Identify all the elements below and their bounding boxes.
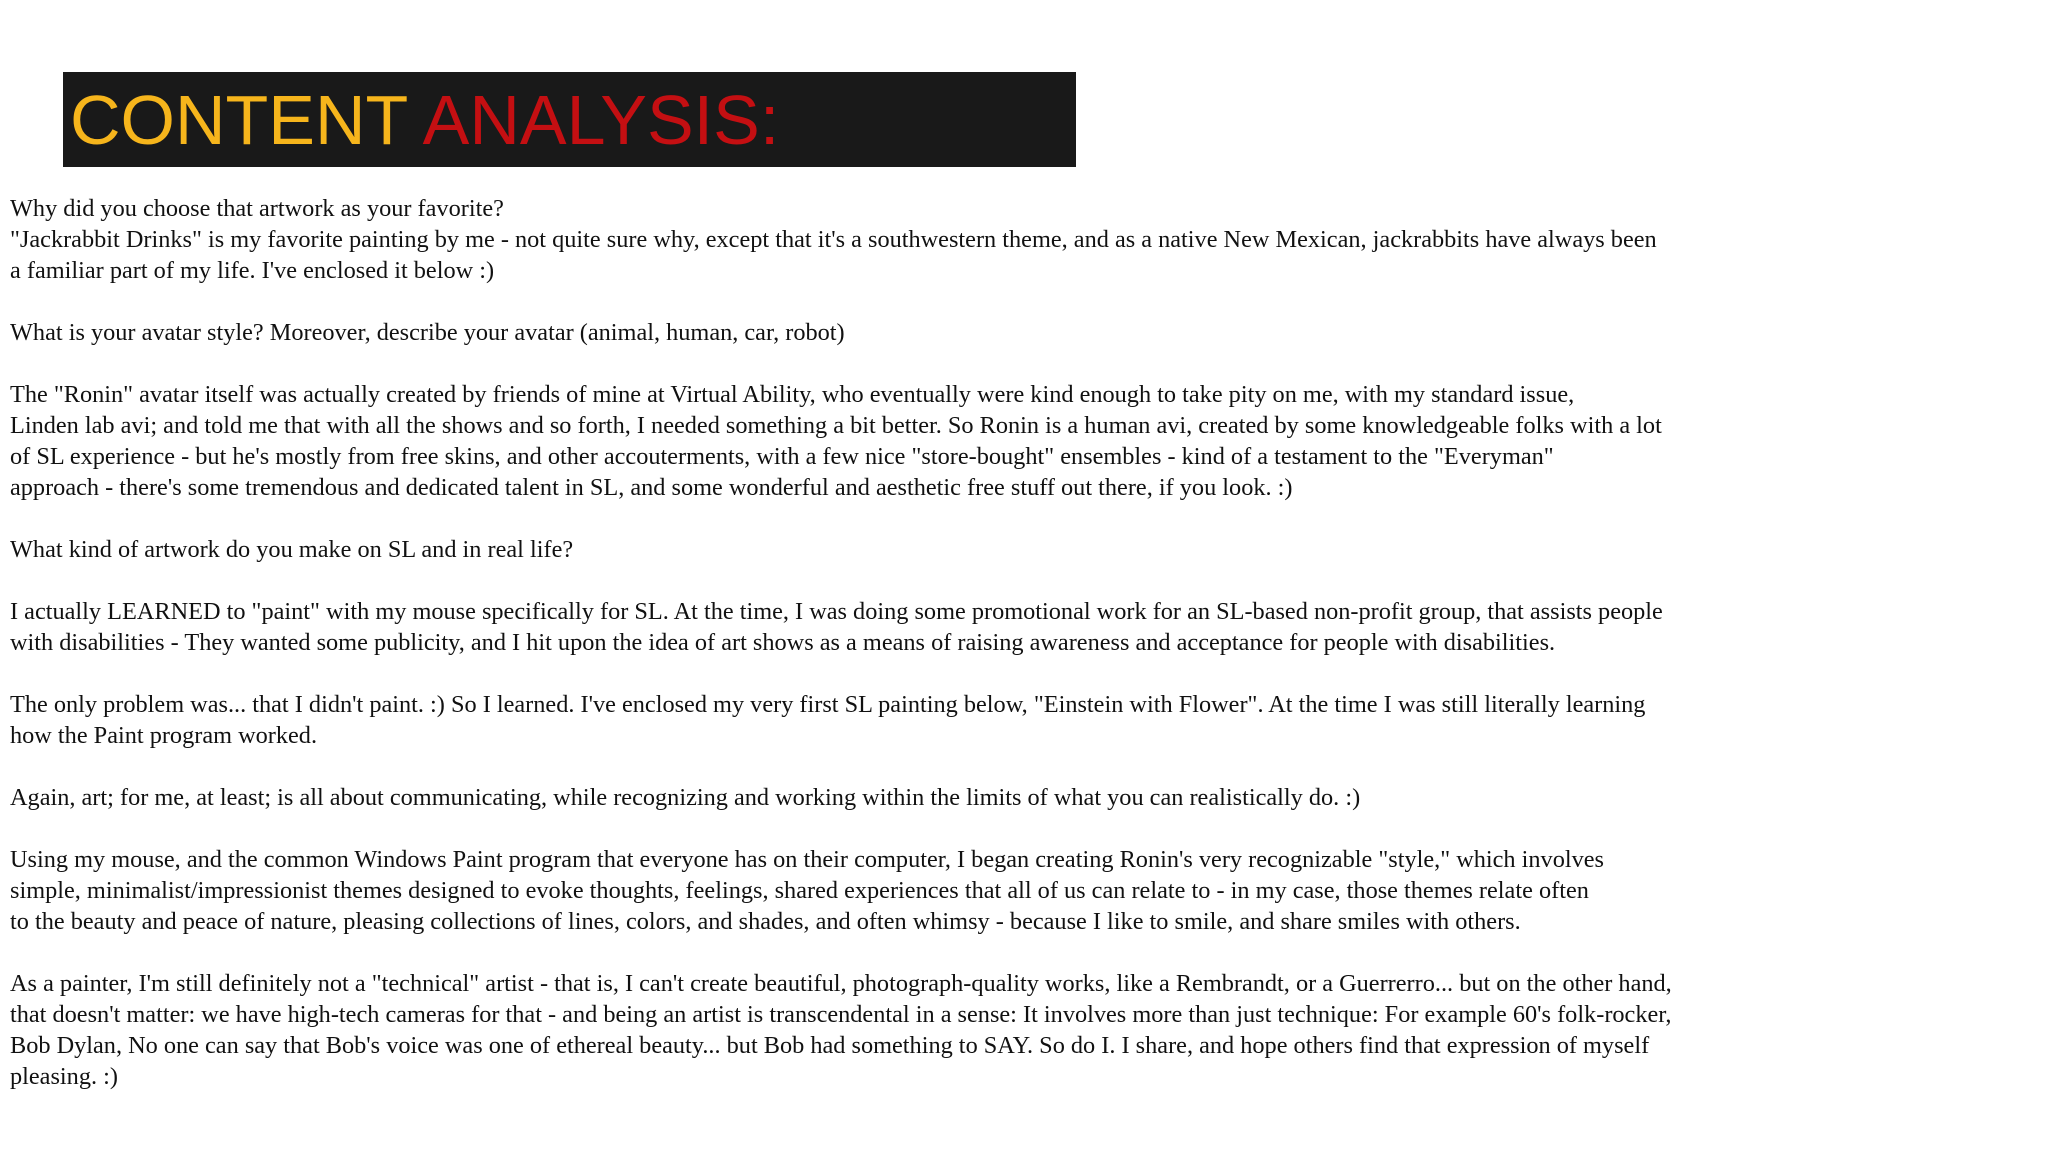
paragraph bbox=[10, 782, 2010, 813]
text-line: simple, minimalist/impressionist themes designed to evoke thoughts, feelings, shared experiences that all of us can relate to - in my case, those themes relate often bbox=[10, 877, 1589, 904]
text-line: I actually LEARNED to "paint" with my mouse specifically for SL. At the time, I was doing some promotional work for an SL-based non-profit group, that assists people bbox=[10, 598, 1663, 625]
text-line: As a painter, I'm still definitely not a "technical" artist - that is, I can't create beautiful, photograph-quality works, like a Rembrandt, or a Guerrerro... but on the other hand, bbox=[10, 970, 1672, 997]
page-title bbox=[70, 80, 780, 159]
text-line: Using my mouse, and the common Windows Paint program that everyone has on their computer, I began creating Ronin's very recognizable "style," which involves bbox=[10, 846, 1604, 873]
paragraph-gap bbox=[10, 751, 2010, 782]
paragraph bbox=[10, 534, 2010, 565]
text-line: approach - there's some tremendous and dedicated talent in SL, and some wonderful and aesthetic free stuff out there, if you look. :) bbox=[10, 474, 1293, 501]
text-line: to the beauty and peace of nature, pleasing collections of lines, colors, and shades, and often whimsy - because I like to smile, and share smiles with others. bbox=[10, 908, 1521, 935]
title-banner bbox=[63, 72, 1076, 167]
text-line: "Jackrabbit Drinks" is my favorite painting by me - not quite sure why, except that it's a southwestern theme, and as a native New Mexican, jackrabbits have always been bbox=[10, 226, 1657, 253]
text-line: The only problem was... that I didn't paint. :) So I learned. I've enclosed my very first SL painting below, "Einstein with Flower". At the time I was still literally learning bbox=[10, 691, 1646, 718]
text-line: that doesn't matter: we have high-tech cameras for that - and being an artist is transcendental in a sense: It involves more than just technique: For example 60's folk-rocker, bbox=[10, 1001, 1672, 1028]
text-line: how the Paint program worked. bbox=[10, 722, 318, 749]
paragraph bbox=[10, 844, 2010, 937]
paragraph-gap bbox=[10, 286, 2010, 317]
paragraph bbox=[10, 379, 2010, 503]
paragraph bbox=[10, 193, 2010, 286]
paragraph bbox=[10, 596, 2010, 658]
text-line: Linden lab avi; and told me that with all the shows and so forth, I needed something a bit better. So Ronin is a human avi, created by some knowledgeable folks with a lot bbox=[10, 412, 1662, 439]
text-line: The "Ronin" avatar itself was actually created by friends of mine at Virtual Ability, who eventually were kind enough to take pity on me, with my standard issue, bbox=[10, 381, 1575, 408]
text-line: What is your avatar style? Moreover, describe your avatar (animal, human, car, robot) bbox=[10, 319, 845, 346]
text-line: of SL experience - but he's mostly from free skins, and other accouterments, with a few nice "store-bought" ensembles - kind of a testament to the "Everyman" bbox=[10, 443, 1554, 470]
paragraph-gap bbox=[10, 348, 2010, 379]
paragraph-gap bbox=[10, 813, 2010, 844]
text-line: a familiar part of my life. I've enclosed it below :) bbox=[10, 257, 495, 284]
paragraph-gap bbox=[10, 937, 2010, 968]
paragraph-gap bbox=[10, 565, 2010, 596]
document-body bbox=[10, 193, 2010, 1092]
paragraph bbox=[10, 689, 2010, 751]
text-line: Bob Dylan, No one can say that Bob's voice was one of ethereal beauty... but Bob had something to SAY. So do I. I share, and hope others find that expression of myself bbox=[10, 1032, 1650, 1059]
text-line: Why did you choose that artwork as your favorite? bbox=[10, 195, 504, 222]
paragraph-gap bbox=[10, 503, 2010, 534]
text-line: with disabilities - They wanted some publicity, and I hit upon the idea of art shows as a means of raising awareness and acceptance for people with disabilities. bbox=[10, 629, 1556, 656]
paragraph-gap bbox=[10, 658, 2010, 689]
paragraph bbox=[10, 968, 2010, 1092]
text-line: pleasing. :) bbox=[10, 1063, 118, 1090]
title-word-content: CONTENT bbox=[70, 80, 408, 159]
paragraph bbox=[10, 317, 2010, 348]
text-line: What kind of artwork do you make on SL and in real life? bbox=[10, 536, 574, 563]
title-word-analysis: ANALYSIS: bbox=[422, 80, 780, 159]
text-line: Again, art; for me, at least; is all about communicating, while recognizing and working within the limits of what you can realistically do. :) bbox=[10, 784, 1361, 811]
